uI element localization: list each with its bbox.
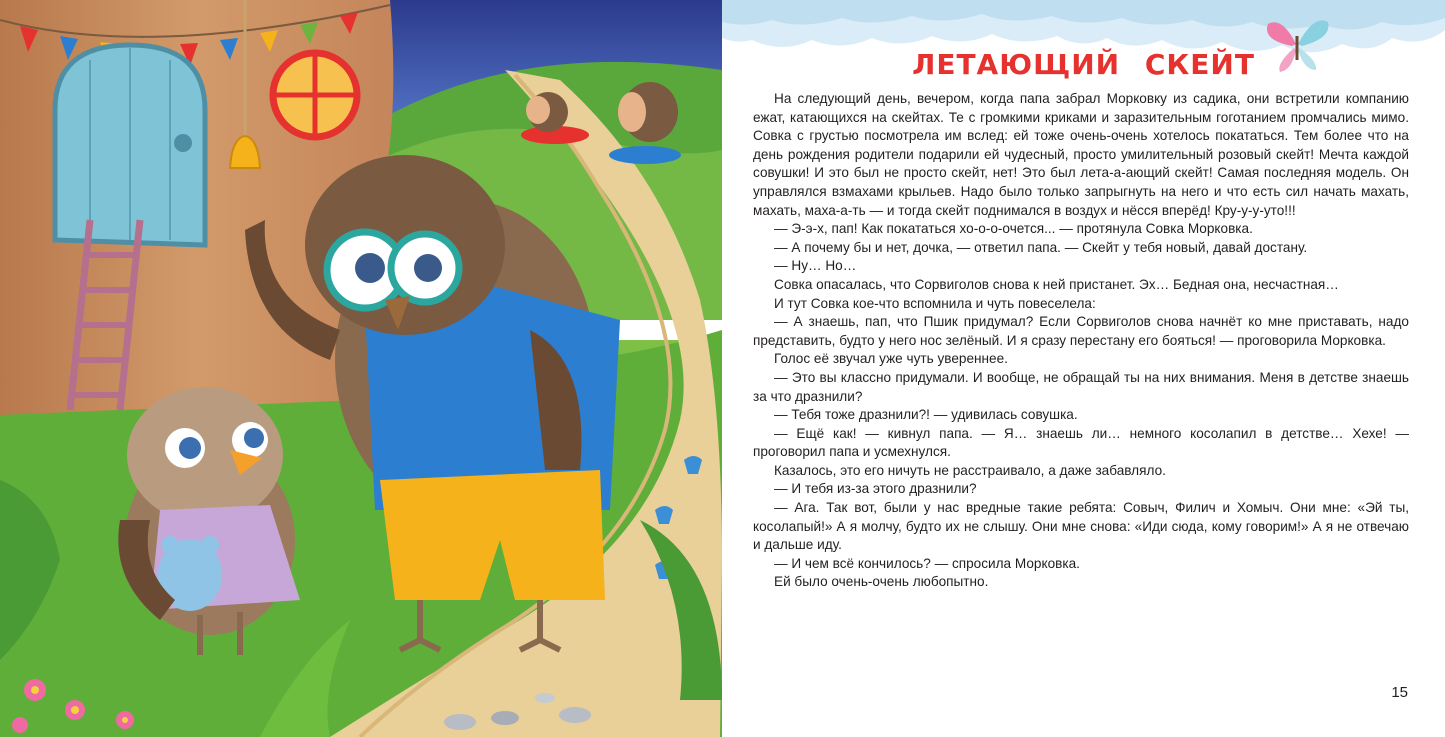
paragraph: На следующий день, вечером, когда папа забрал Морковку из садика, они встретили компанию ежат, катающихся на скейтах. Те с громкими криками и заразительным гоготанием промчались мимо. Совка с грустью посмотрела им вслед: ей тоже очень-очень хотелось покататься. Тем более что на день рождения родители подарили ей чудесный, просто умилительный розовый скейт! Мечта каждой совушки! И это был не просто скейт, нет! Это был лета-а-ающий скейт! Самая последняя модель. Он управлялся взмахами крыльев. Надо было только запрыгнуть на него и что есть сил начать махать, махать, маха-а-ть — и тогда скейт поднимался в воздух и нёсся вперёд! Кру-у-у-уто!!! (753, 91, 1409, 218)
paragraph: — Это вы классно придумали. И вообще, не обращай ты на них внимания. Меня в детстве знаешь за что дразнили? (753, 369, 1409, 404)
paragraph: И тут Совка кое-что вспомнила и чуть повеселела: (774, 295, 1096, 311)
paragraph: — Э-э-х, пап! Как покататься хо-о-о-очется... — протянула Совка Морковка. (774, 221, 1253, 237)
door-knob (174, 134, 192, 152)
page-number: 15 (1391, 684, 1408, 701)
paragraph: — А почему бы и нет, дочка, — ответил папа. — Скейт у тебя новый, давай достану. (774, 239, 1308, 255)
paragraph: Совка опасалась, что Сорвиголов снова к ней пристанет. Эх… Бедная она, несчастная… (774, 276, 1339, 292)
paragraph: — Ещё как! — кивнул папа. — Я… знаешь ли… немного косолапил в детстве… Хехе! — проговорил папа и усмехнулся. (753, 425, 1409, 460)
paragraph: — Ну… Но… (774, 258, 857, 274)
paragraph: Голос её звучал уже чуть увереннее. (774, 351, 1008, 367)
paragraph: — И чем всё кончилось? — спросила Морковка. (774, 555, 1080, 571)
story-body (753, 90, 1409, 592)
paragraph: Казалось, это его ничуть не расстраивало, а даже забавляло. (774, 462, 1166, 478)
paragraph: — Ага. Так вот, были у нас вредные такие ребята: Совыч, Филич и Хомыч. Они мне: «Эй ты, косолапый!» А я молчу, будто их не слышу. Они мне снова: «Иди сюда, кому говорим!» А я не отвечаю и дальше иду. (753, 500, 1409, 553)
paragraph: Ей было очень-очень любопытно. (774, 574, 989, 590)
story-title: ЛЕТАЮЩИЙ СКЕЙТ (912, 48, 1255, 81)
illustration-scene (0, 0, 722, 737)
paragraph: — И тебя из-за этого дразнили? (774, 481, 977, 497)
text-page (722, 0, 1445, 737)
paragraph: — Тебя тоже дразнили?! — удивилась совушка. (774, 407, 1078, 423)
illustration (0, 0, 722, 737)
paragraph: — А знаешь, пап, что Пшик придумал? Если Сорвиголов снова начнёт ко мне приставать, надо представить, будто у него нос зелёный. И я сразу перестану его бояться! — проговорила Морковка. (753, 314, 1409, 348)
